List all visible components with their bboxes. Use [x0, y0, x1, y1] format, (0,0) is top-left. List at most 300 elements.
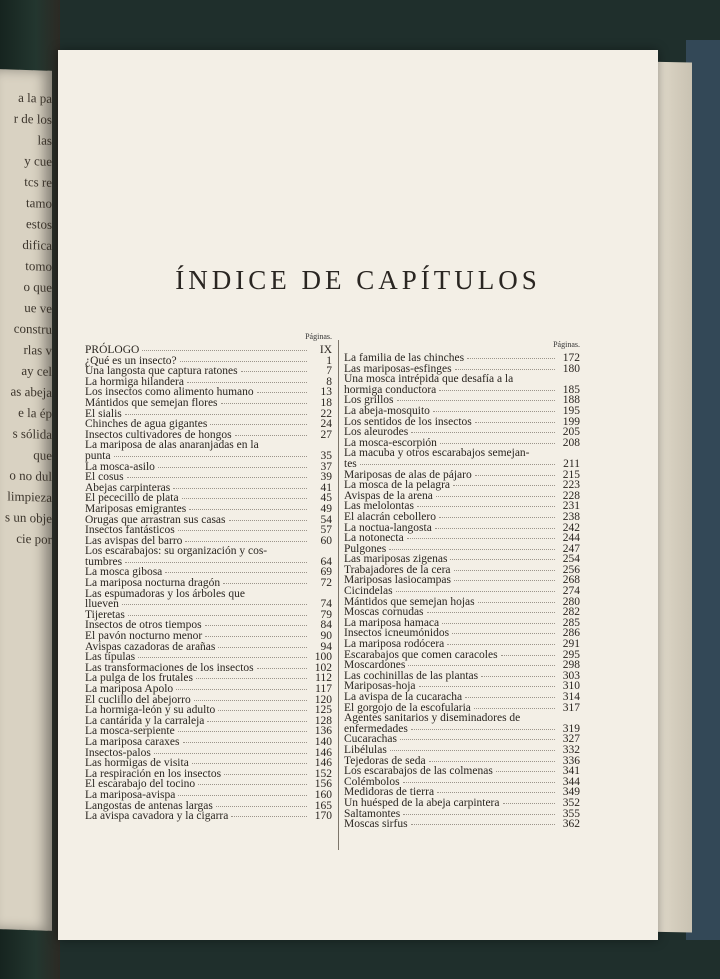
entry-title: Mántidos que semejan hojas: [344, 595, 475, 608]
entry-title: Cicindelas: [344, 585, 393, 598]
entry-title: Escarabajos que comen caracoles: [344, 648, 498, 661]
entry-title: Los grillos: [344, 394, 394, 407]
entry-page-number: 54: [320, 513, 332, 526]
entry-title: tes: [344, 457, 357, 470]
entry-page-number: 223: [562, 479, 580, 492]
dot-leader: [125, 562, 307, 563]
entry-title: La mosca de la pelagra: [344, 479, 450, 492]
entry-page-number: 72: [320, 577, 332, 590]
dot-leader: [447, 644, 555, 645]
entry-page-number: 112: [315, 672, 332, 685]
entry-page-number: 100: [314, 651, 332, 664]
entry-title: Colémbolos: [344, 775, 400, 788]
entry-title: Los aleurodes: [344, 426, 409, 439]
dot-leader: [180, 361, 307, 362]
left-page-text-fragment: a la pa: [18, 89, 52, 106]
entry-title: La mariposa de alas anaranjadas en la: [85, 439, 259, 452]
entry-title: El cuclillo del abejorro: [85, 693, 191, 706]
entry-page-number: 125: [314, 704, 332, 717]
entry-page-number: 231: [562, 500, 580, 513]
entry-title: La mosca gibosa: [85, 566, 163, 579]
entry-title: La familia de las chinches: [344, 352, 465, 364]
entry-page-number: 57: [320, 524, 332, 537]
entry-page-number: 102: [314, 661, 332, 674]
entry-page-number: 39: [320, 471, 332, 484]
entry-title: ¿Qué es un insecto?: [85, 354, 177, 367]
entry-page-number: 180: [562, 362, 580, 375]
left-page-text-fragment: s sólida: [12, 425, 52, 442]
entry-title: Insectos-palos: [85, 746, 151, 759]
entry-page-number: 120: [314, 693, 332, 706]
left-page-text-fragment: rlas v: [23, 341, 52, 358]
dot-leader: [439, 390, 555, 391]
entry-title: enfermedades: [344, 722, 408, 735]
dot-leader: [158, 467, 307, 468]
entry-title: El sialis: [85, 407, 122, 420]
entry-title: La noctua-langosta: [344, 521, 432, 534]
left-page-text-fragment: r de los: [13, 110, 52, 127]
entry-title: Agentes sanitarios y diseminadores de: [344, 712, 521, 725]
dot-leader: [257, 668, 307, 669]
entry-page-number: 74: [320, 598, 332, 611]
entry-page-number: 244: [562, 532, 580, 545]
entry-title: El pavón nocturno menor: [85, 630, 203, 643]
entry-title: Mariposas lasiocampas: [344, 574, 451, 587]
entry-page-number: 195: [562, 404, 580, 417]
entry-title: La mariposa hamaca: [344, 616, 440, 629]
entry-title: Moscas sirfus: [344, 818, 408, 831]
entry-title: Un huésped de la abeja carpintera: [344, 796, 500, 809]
entry-title: La hormiga hilandera: [85, 375, 184, 388]
entry-page-number: 90: [320, 630, 332, 643]
entry-title: El escarabajo del tocino: [85, 778, 196, 791]
dot-leader: [257, 392, 307, 393]
pages-column-header: Páginas.: [305, 332, 332, 341]
entry-page-number: 314: [562, 691, 580, 703]
entry-page-number: 254: [562, 553, 580, 566]
entry-title: Insectos cultivadores de hongos: [85, 428, 232, 441]
entry-title: Libélulas: [344, 743, 387, 756]
dot-leader: [403, 814, 555, 815]
dot-leader: [427, 612, 555, 613]
entry-page-number: 280: [562, 595, 580, 608]
column-divider: [338, 340, 339, 850]
dot-leader: [122, 604, 307, 605]
entry-title: La mariposa rodócera: [344, 638, 445, 651]
entry-page-number: 37: [320, 460, 332, 473]
entry-title: La macuba y otros escarabajos semejan-: [344, 447, 530, 460]
entry-page-number: 199: [562, 415, 580, 428]
page-title: ÍNDICE DE CAPÍTULOS: [175, 265, 541, 295]
entry-page-number: 146: [314, 757, 332, 770]
entry-title: Las mariposas-esfinges: [344, 362, 452, 375]
dot-leader: [429, 761, 555, 762]
entry-page-number: 84: [320, 619, 332, 632]
entry-list-right: [344, 353, 580, 830]
entry-page-number: 303: [562, 669, 580, 682]
dot-leader: [439, 517, 555, 518]
entry-title: Insectos de otros tiempos: [85, 619, 202, 632]
index-entry: [85, 589, 332, 600]
entry-title: El pececillo de plata: [85, 492, 179, 505]
entry-page-number: 228: [562, 489, 580, 502]
dot-leader: [390, 750, 555, 751]
dot-leader: [474, 708, 555, 709]
entry-title: Avispas de la arena: [344, 489, 433, 502]
left-page-text-fragment: tcs re: [24, 173, 52, 190]
entry-page-number: 128: [314, 714, 332, 727]
dot-leader: [411, 432, 555, 433]
entry-title: La avispa de la cucaracha: [344, 691, 463, 703]
entry-title: La mosca-asilo: [85, 460, 155, 473]
dot-leader: [187, 382, 307, 383]
entry-title: La respiración en los insectos: [85, 767, 222, 780]
entry-list-left: [85, 345, 332, 822]
entry-page-number: 298: [562, 659, 580, 672]
entry-page-number: 140: [314, 735, 332, 748]
dot-leader: [128, 615, 307, 616]
entry-title: Las espumadoras y los árboles que: [85, 587, 246, 600]
entry-page-number: 256: [562, 563, 580, 576]
dot-leader: [452, 633, 555, 634]
left-page: [0, 69, 52, 931]
entry-page-number: 286: [562, 627, 580, 640]
dot-leader: [475, 475, 555, 476]
entry-page-number: 238: [562, 510, 580, 523]
dot-leader: [407, 538, 555, 539]
dot-leader: [142, 350, 307, 351]
dot-leader: [241, 371, 307, 372]
entry-title: llueven: [85, 598, 119, 611]
entry-title: Avispas cazadoras de arañas: [85, 640, 216, 653]
dot-leader: [224, 774, 307, 775]
left-page-text-fragment: ay cel: [21, 362, 52, 379]
entry-title: La mosca-serpiente: [85, 725, 175, 738]
index-column-left: [85, 332, 332, 822]
entry-title: La notonecta: [344, 532, 404, 545]
entry-page-number: 22: [320, 407, 332, 420]
left-page-text-fragment: que: [33, 447, 52, 463]
dot-leader: [475, 422, 555, 423]
dot-leader: [437, 792, 555, 793]
index-entry: [344, 745, 580, 756]
dot-leader: [403, 782, 555, 783]
index-entry: [344, 798, 580, 809]
left-page-text-fragment: tomo: [25, 257, 52, 274]
entry-page-number: 317: [562, 701, 580, 714]
entry-title: Pulgones: [344, 542, 387, 555]
left-page-text-fragment: y cue: [24, 152, 52, 169]
dot-leader: [218, 710, 307, 711]
dot-leader: [198, 784, 307, 785]
dot-leader: [389, 549, 555, 550]
index-entry: [344, 406, 580, 417]
entry-page-number: 295: [562, 648, 580, 661]
left-page-text-fragment: s un obje: [5, 509, 52, 526]
entry-page-number: 185: [562, 383, 580, 396]
entry-page-number: 327: [562, 733, 580, 746]
left-page-text-fragment: as abeja: [10, 383, 52, 400]
entry-page-number: 49: [320, 502, 332, 515]
dot-leader: [478, 602, 555, 603]
entry-page-number: 344: [562, 775, 580, 788]
index-entry: [344, 512, 580, 523]
entry-page-number: 27: [320, 428, 332, 441]
index-entry: [85, 790, 332, 801]
dot-leader: [185, 541, 307, 542]
entry-title: La mariposa caraxes: [85, 735, 180, 748]
entry-page-number: 188: [562, 394, 580, 407]
entry-page-number: 336: [562, 754, 580, 767]
index-entry: [85, 398, 332, 409]
entry-title: Moscas cornudas: [344, 606, 424, 619]
entry-page-number: 41: [320, 481, 332, 494]
dot-leader: [442, 623, 555, 624]
dot-leader: [400, 739, 555, 740]
dot-leader: [501, 655, 555, 656]
index-entry: [85, 684, 332, 695]
entry-title: El cosus: [85, 471, 124, 484]
entry-page-number: 274: [562, 585, 580, 598]
dot-leader: [127, 477, 307, 478]
entry-page-number: 285: [562, 616, 580, 629]
entry-title: El gorgojo de la escofularia: [344, 701, 471, 714]
dot-leader: [481, 676, 555, 677]
dot-leader: [503, 803, 556, 804]
dot-leader: [235, 435, 307, 436]
entry-page-number: 94: [320, 640, 332, 653]
dot-leader: [433, 411, 555, 412]
entry-title: Insectos fantásticos: [85, 524, 175, 537]
index-entry: [85, 504, 332, 515]
left-page-text-fragment: estos: [26, 216, 52, 232]
entry-page-number: 215: [562, 468, 580, 481]
entry-page-number: 362: [562, 818, 580, 831]
dot-leader: [223, 583, 307, 584]
dot-leader: [411, 824, 555, 825]
entry-title: Orugas que arrastran sus casas: [85, 513, 226, 526]
dot-leader: [454, 570, 555, 571]
entry-title: Moscardones: [344, 659, 406, 672]
entry-title: Las melolontas: [344, 500, 414, 513]
entry-page-number: 8: [326, 375, 332, 388]
left-page-text-fragment: cie por: [16, 530, 52, 547]
dot-leader: [496, 771, 555, 772]
entry-title: Trabajadores de la cera: [344, 563, 451, 576]
dot-leader: [216, 806, 307, 807]
entry-title: Insectos icneumónidos: [344, 627, 450, 640]
entry-title: Langostas de antenas largas: [85, 799, 213, 812]
entry-page-number: 165: [314, 799, 332, 812]
entry-title: PRÓLOGO: [85, 344, 140, 356]
entry-title: Saltamontes: [344, 807, 401, 820]
dot-leader: [194, 700, 307, 701]
dot-leader: [455, 369, 555, 370]
entry-page-number: 160: [314, 788, 332, 801]
entry-page-number: 7: [326, 365, 332, 378]
index-entry: [85, 345, 332, 356]
left-page-text-fragment: o que: [23, 278, 52, 295]
entry-title: Los escarabajos de las colmenas: [344, 765, 493, 778]
left-page-text-fragment: e la ép: [18, 404, 52, 421]
dot-leader: [176, 689, 307, 690]
entry-title: La mariposa Apolo: [85, 683, 174, 695]
entry-title: Las hormigas de visita: [85, 757, 189, 770]
index-entry: [344, 692, 580, 703]
entry-title: Las típulas: [85, 651, 136, 664]
entry-title: La abeja-mosquito: [344, 404, 430, 417]
dot-leader: [178, 731, 307, 732]
index-entry: [344, 819, 580, 830]
index-entry: [344, 448, 580, 459]
entry-page-number: 211: [563, 457, 580, 470]
entry-page-number: 136: [314, 725, 332, 738]
entry-page-number: 319: [562, 722, 580, 735]
entry-page-number: 79: [320, 608, 332, 621]
dot-leader: [205, 636, 307, 637]
index-entry: [85, 811, 332, 822]
index-entry: [85, 440, 332, 451]
entry-page-number: 310: [562, 680, 580, 693]
dot-leader: [182, 498, 307, 499]
dot-leader: [229, 520, 307, 521]
dot-leader: [435, 528, 555, 529]
pages-column-header: Páginas.: [553, 340, 580, 349]
left-page-text-fragment: o no dul: [9, 467, 52, 484]
entry-page-number: 18: [320, 396, 332, 409]
entry-page-number: 205: [562, 426, 580, 439]
dot-leader: [125, 414, 307, 415]
left-page-text-fragment: limpieza: [7, 488, 52, 505]
dot-leader: [189, 509, 307, 510]
dot-leader: [154, 753, 307, 754]
entry-title: hormiga conductora: [344, 383, 437, 396]
entry-title: Los escarabajos: su organización y cos-: [85, 545, 268, 558]
entry-title: La hormiga-león y su adulto: [85, 704, 216, 717]
entry-page-number: 332: [562, 743, 580, 756]
entry-page-number: 242: [562, 521, 580, 534]
dot-leader: [417, 506, 555, 507]
entry-page-number: 152: [314, 767, 332, 780]
entry-title: Cucarachas: [344, 733, 397, 746]
dot-leader: [221, 403, 307, 404]
entry-page-number: IX: [319, 344, 332, 356]
entry-page-number: 208: [562, 436, 580, 449]
left-page-text-fragment: tamo: [26, 195, 52, 211]
entry-page-number: 341: [562, 765, 580, 778]
entry-title: Las mariposas zigenas: [344, 553, 448, 566]
entry-title: Mántidos que semejan flores: [85, 396, 218, 409]
dot-leader: [178, 795, 307, 796]
dot-leader: [454, 580, 555, 581]
entry-title: Mariposas de alas de pájaro: [344, 468, 472, 481]
entry-title: punta: [85, 449, 111, 462]
dot-leader: [218, 647, 307, 648]
entry-title: Mariposas emigrantes: [85, 502, 187, 515]
entry-title: Chinches de agua gigantes: [85, 418, 208, 431]
entry-page-number: 117: [315, 683, 332, 695]
entry-page-number: 268: [562, 574, 580, 587]
dot-leader: [450, 559, 555, 560]
index-entry: [344, 353, 580, 364]
dot-leader: [396, 591, 555, 592]
dot-leader: [408, 665, 555, 666]
dot-leader: [440, 443, 555, 444]
entry-title: El alacrán cebollero: [344, 510, 436, 523]
entry-title: La cantárida y la carraleja: [85, 714, 205, 727]
index-column-right: [344, 340, 580, 830]
dot-leader: [453, 485, 555, 486]
left-page-text-fragment: ue ve: [24, 299, 52, 316]
dot-leader: [411, 729, 555, 730]
dot-leader: [207, 721, 307, 722]
entry-page-number: 24: [320, 418, 332, 431]
entry-title: Las transformaciones de los insectos: [85, 661, 254, 674]
dot-leader: [467, 358, 555, 359]
dot-leader: [465, 697, 555, 698]
dot-leader: [183, 742, 307, 743]
dot-leader: [360, 464, 555, 465]
entry-title: Medidoras de tierra: [344, 786, 435, 799]
entry-title: La mariposa nocturna dragón: [85, 577, 221, 590]
entry-title: La mariposa-avispa: [85, 788, 176, 801]
entry-page-number: 172: [562, 352, 580, 364]
entry-page-number: 64: [320, 555, 332, 568]
dot-leader: [205, 625, 307, 626]
entry-page-number: 291: [562, 638, 580, 651]
entry-page-number: 352: [562, 796, 580, 809]
index-entry: [85, 737, 332, 748]
entry-page-number: 69: [320, 566, 332, 579]
entry-title: La mosca-escorpión: [344, 436, 437, 449]
entry-title: La pulga de los frutales: [85, 672, 193, 685]
entry-title: La avispa cavadora y la cigarra: [85, 810, 229, 823]
entry-title: Tijeretas: [85, 608, 125, 621]
index-entry: [85, 451, 332, 462]
dot-leader: [231, 816, 307, 817]
entry-page-number: 35: [320, 449, 332, 462]
entry-title: Mariposas-hoja: [344, 680, 416, 693]
dot-leader: [436, 496, 555, 497]
entry-page-number: 13: [320, 386, 332, 399]
entry-title: Los sentidos de los insectos: [344, 415, 472, 428]
entry-title: Abejas carpinteras: [85, 481, 171, 494]
entry-title: tumbres: [85, 555, 123, 568]
dot-leader: [196, 678, 307, 679]
dot-leader: [173, 488, 307, 489]
entry-page-number: 170: [314, 810, 332, 823]
entry-page-number: 1: [326, 354, 332, 367]
index-entry: [85, 546, 332, 557]
index-entry: [344, 459, 580, 470]
dot-leader: [192, 763, 307, 764]
dot-leader: [178, 530, 307, 531]
index-page: [58, 50, 658, 940]
entry-page-number: 282: [562, 606, 580, 619]
entry-title: Una langosta que captura ratones: [85, 365, 238, 378]
entry-page-number: 146: [314, 746, 332, 759]
dot-leader: [165, 572, 307, 573]
dot-leader: [138, 657, 307, 658]
entry-page-number: 60: [320, 534, 332, 547]
dot-leader: [210, 424, 307, 425]
entry-page-number: 156: [314, 778, 332, 791]
entry-page-number: 247: [562, 542, 580, 555]
dot-leader: [397, 400, 555, 401]
entry-page-number: 45: [320, 492, 332, 505]
entry-title: Tejedoras de seda: [344, 754, 426, 767]
entry-title: Las cochinillas de las plantas: [344, 669, 479, 682]
